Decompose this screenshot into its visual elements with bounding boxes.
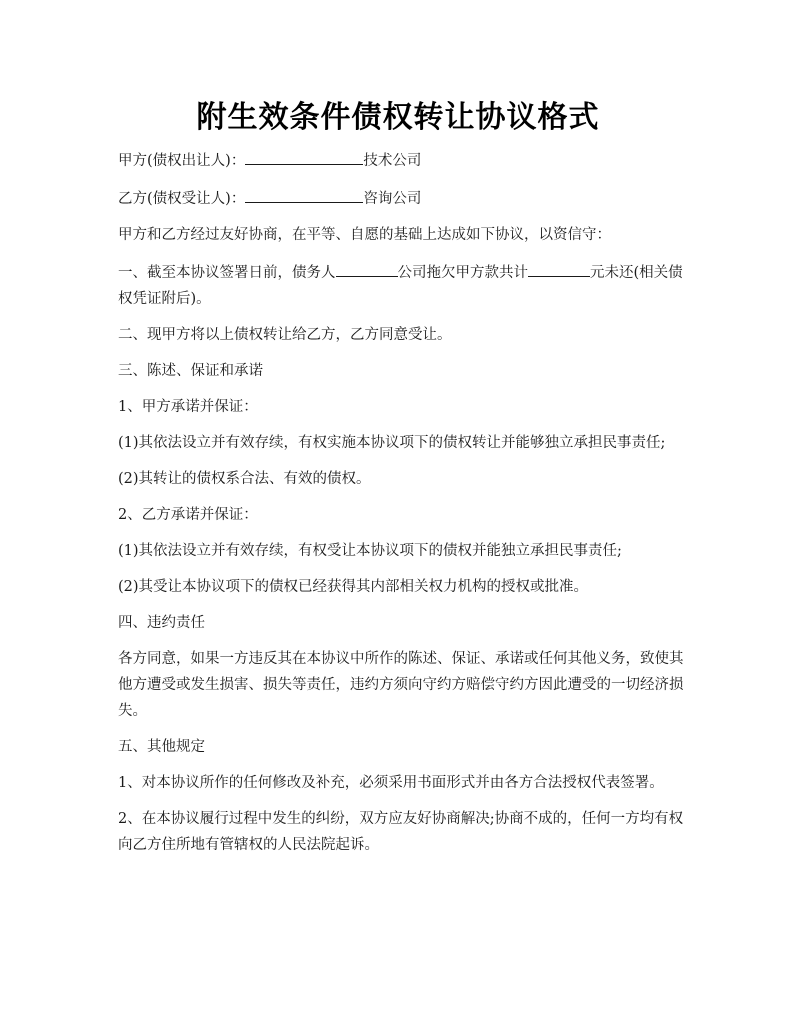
clause-1 [118, 258, 688, 312]
clause-5-heading: 五、其他规定 [118, 739, 205, 755]
a-promise-heading: 1、甲方承诺并保证： [118, 399, 258, 415]
b-promise-item-2: (2)其受让本协议项下的债权已经获得其内部相关权力机构的授权或批准。 [118, 579, 589, 595]
party-a-suffix: 技术公司 [363, 153, 422, 169]
party-b-suffix: 咨询公司 [363, 191, 422, 207]
clause-4-heading: 四、违约责任 [118, 615, 205, 631]
b-promise-item-1: (1)其依法设立并有效存续，有权受让本协议项下的债权并能独立承担民事责任; [118, 543, 622, 559]
party-b-label: 乙方(债权受让人)： [118, 191, 246, 207]
clause-4-body: 各方同意，如果一方违反其在本协议中所作的陈述、保证、承诺或任何其他义务，致使其他方遭受或发生损害、损失等责任，违约方须向守约方赔偿守约方因此遭受的一切经济损失。 [118, 651, 684, 719]
clause-5-item-2: 2、在本协议履行过程中发生的纠纷，双方应友好协商解决;协商不成的，任何一方均有权向乙方住所地有管辖权的人民法院起诉。 [118, 811, 684, 853]
party-a-blank [245, 146, 363, 165]
clause-1-part1: 一、截至本协议签署日前，债务人 [118, 265, 336, 281]
party-a-label: 甲方(债权出让人)： [118, 153, 246, 169]
document-body [118, 146, 688, 868]
clause-2: 二、现甲方将以上债权转让给乙方，乙方同意受让。 [118, 327, 452, 343]
clause-5-item-1: 1、对本协议所作的任何修改及补充，必须采用书面形式并由各方合法授权代表签署。 [118, 775, 664, 791]
debtor-blank [336, 258, 398, 277]
document-title: 附生效条件债权转让协议格式 [196, 100, 600, 135]
a-promise-item-2: (2)其转让的债权系合法、有效的债权。 [118, 471, 371, 487]
amount-blank [528, 258, 590, 277]
party-a-line [118, 146, 688, 174]
b-promise-heading: 2、乙方承诺并保证： [118, 507, 258, 523]
party-b-blank [245, 184, 363, 203]
clause-3-heading: 三、陈述、保证和承诺 [118, 363, 263, 379]
intro-paragraph: 甲方和乙方经过友好协商，在平等、自愿的基础上达成如下协议，以资信守： [118, 227, 611, 243]
clause-1-part3: 元未还(相关债权凭证附后)。 [118, 265, 683, 307]
clause-1-part2: 公司拖欠甲方款共计 [397, 265, 528, 281]
a-promise-item-1: (1)其依法设立并有效存续，有权实施本协议项下的债权转让并能够独立承担民事责任; [118, 435, 666, 451]
party-b-line [118, 184, 688, 212]
